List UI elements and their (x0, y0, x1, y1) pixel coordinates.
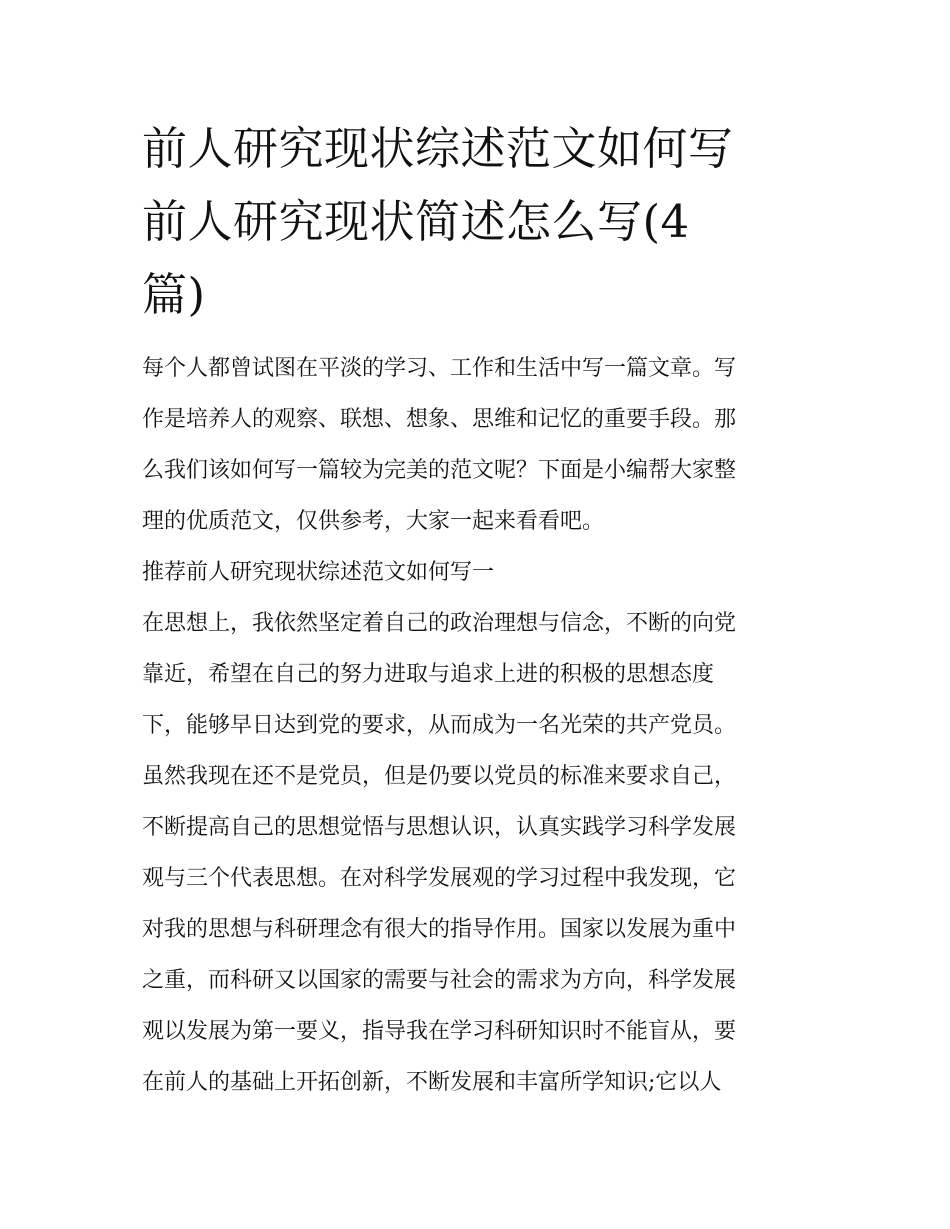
text-line: 么我们该如何写一篇较为完美的范文呢？下面是小编帮大家整 (142, 458, 737, 483)
intro-paragraph (142, 343, 814, 547)
text-line: 对我的思想与科研理念有很大的指导作用。国家以发展为重中 (142, 917, 737, 942)
document-title (142, 112, 814, 331)
section-paragraph (142, 598, 814, 1108)
text-line: 在前人的基础上开拓创新，不断发展和丰富所学知识;它以人 (142, 1070, 722, 1095)
text-line: 观以发展为第一要义，指导我在学习科研知识时不能盲从，要 (142, 1019, 737, 1044)
text-line: 不断提高自己的思想觉悟与思想认识，认真实践学习科学发展 (142, 815, 737, 840)
text-line: 之重，而科研又以国家的需要与社会的需求为方向，科学发展 (142, 968, 737, 993)
text-line: 靠近，希望在自己的努力进取与追求上进的积极的思想态度 (142, 662, 715, 687)
text-line: 下，能够早日达到党的要求，从而成为一名光荣的共产党员。 (142, 713, 737, 738)
document-page (142, 112, 814, 1108)
text-line: 虽然我现在还不是党员，但是仍要以党员的标准来要求自己， (142, 764, 737, 789)
title-line: 前人研究现状综述范文如何写 (142, 122, 734, 175)
text-line: 观与三个代表思想。在对科学发展观的学习过程中我发现，它 (142, 866, 737, 891)
title-line: 前人研究现状简述怎么写(4 (142, 195, 690, 248)
section-heading: 推荐前人研究现状综述范文如何写一 (142, 560, 495, 585)
text-line: 理的优质范文，仅供参考，大家一起来看看吧。 (142, 509, 605, 534)
text-line: 作是培养人的观察、联想、想象、思维和记忆的重要手段。那 (142, 407, 737, 432)
title-line: 篇) (142, 268, 206, 321)
text-line: 在思想上，我依然坚定着自己的政治理想与信念，不断的向党 (142, 611, 737, 636)
text-line: 每个人都曾试图在平淡的学习、工作和生活中写一篇文章。写 (142, 356, 737, 381)
